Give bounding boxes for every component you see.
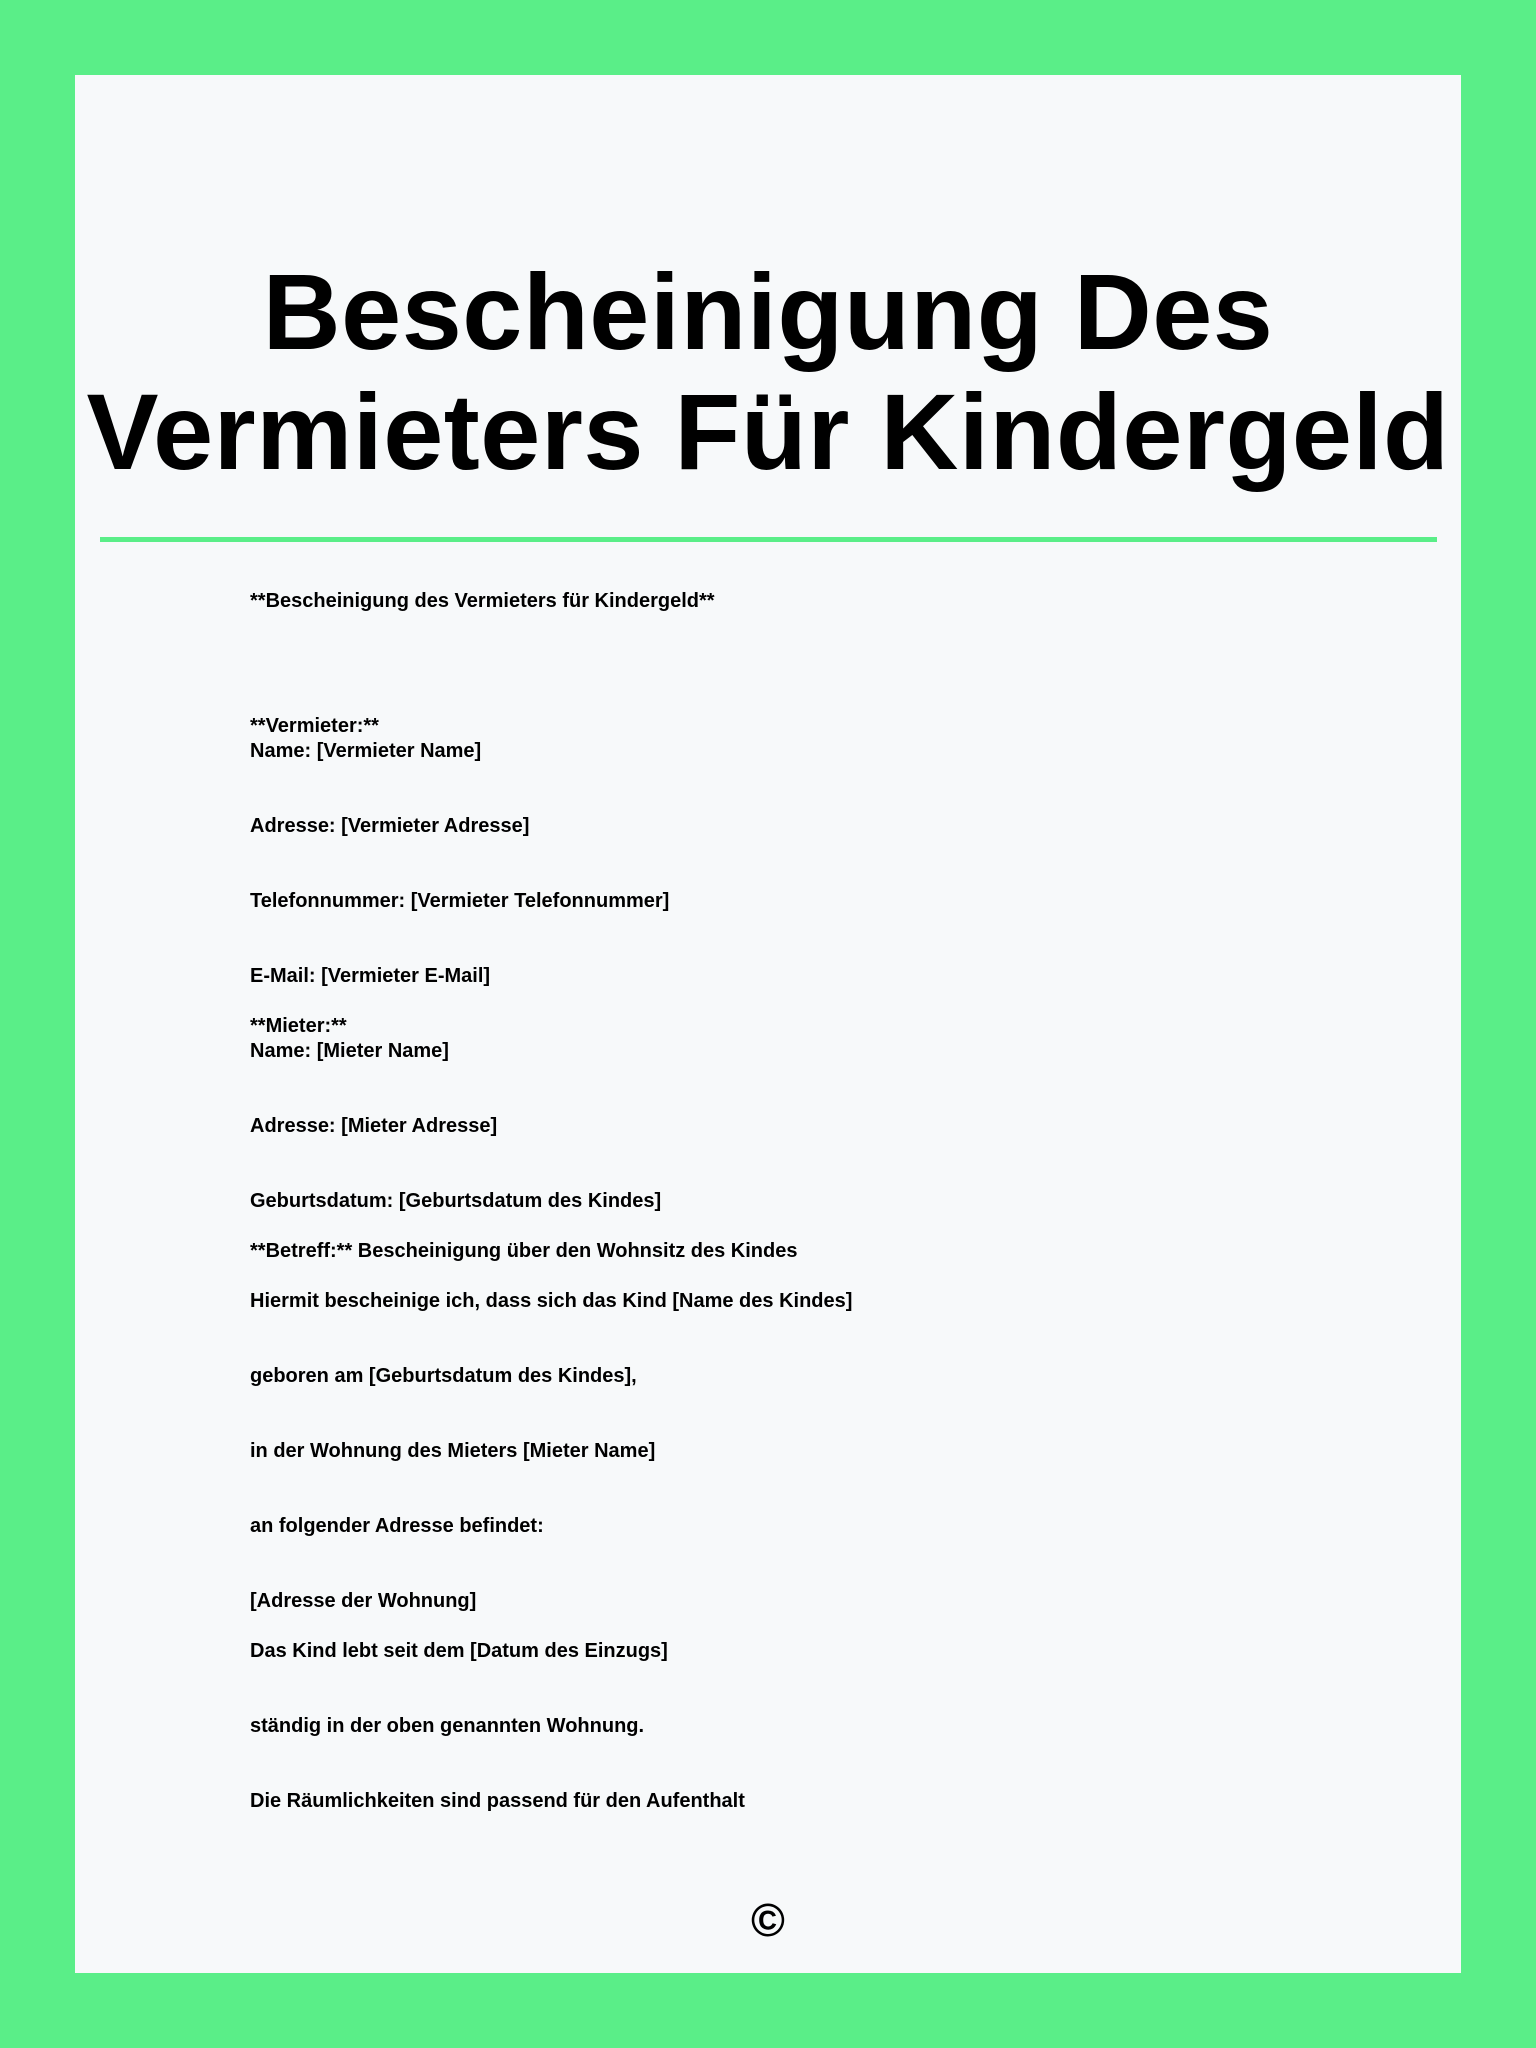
title-divider xyxy=(100,537,1437,542)
tenant-heading: **Mieter:** xyxy=(250,1015,347,1037)
document-title xyxy=(75,252,1461,492)
title-line-2: Vermieters Für Kindergeld xyxy=(86,371,1450,492)
landlord-heading: **Vermieter:** xyxy=(250,715,379,737)
copyright-icon: © xyxy=(751,1894,785,1946)
body-line-3: in der Wohnung des Mieters [Mieter Name] xyxy=(250,1440,656,1462)
tenant-name: Name: [Mieter Name] xyxy=(250,1040,449,1062)
body-line-2: geboren am [Geburtsdatum des Kindes], xyxy=(250,1365,637,1387)
landlord-phone: Telefonnummer: [Vermieter Telefonnummer] xyxy=(250,890,670,912)
tenant-address: Adresse: [Mieter Adresse] xyxy=(250,1115,498,1137)
body-line-4: an folgender Adresse befindet: xyxy=(250,1515,544,1537)
document-sheet xyxy=(75,75,1461,1973)
body-line-7: Die Räumlichkeiten sind passend für den Aufenthalt xyxy=(250,1790,745,1812)
body-line-1: Hiermit bescheinige ich, dass sich das Kind [Name des Kindes] xyxy=(250,1290,853,1312)
subject-line: **Betreff:** Bescheinigung über den Wohnsitz des Kindes xyxy=(250,1240,798,1262)
landlord-email: E-Mail: [Vermieter E-Mail] xyxy=(250,965,491,987)
body-line-5: Das Kind lebt seit dem [Datum des Einzugs] xyxy=(250,1640,668,1662)
landlord-address: Adresse: [Vermieter Adresse] xyxy=(250,815,530,837)
title-line-1: Bescheinigung Des xyxy=(262,251,1274,372)
body-heading: **Bescheinigung des Vermieters für Kindergeld** xyxy=(250,590,715,612)
child-birthdate: Geburtsdatum: [Geburtsdatum des Kindes] xyxy=(250,1190,662,1212)
body-line-6: ständig in der oben genannten Wohnung. xyxy=(250,1715,645,1737)
landlord-name: Name: [Vermieter Name] xyxy=(250,740,482,762)
apartment-address: [Adresse der Wohnung] xyxy=(250,1590,477,1612)
